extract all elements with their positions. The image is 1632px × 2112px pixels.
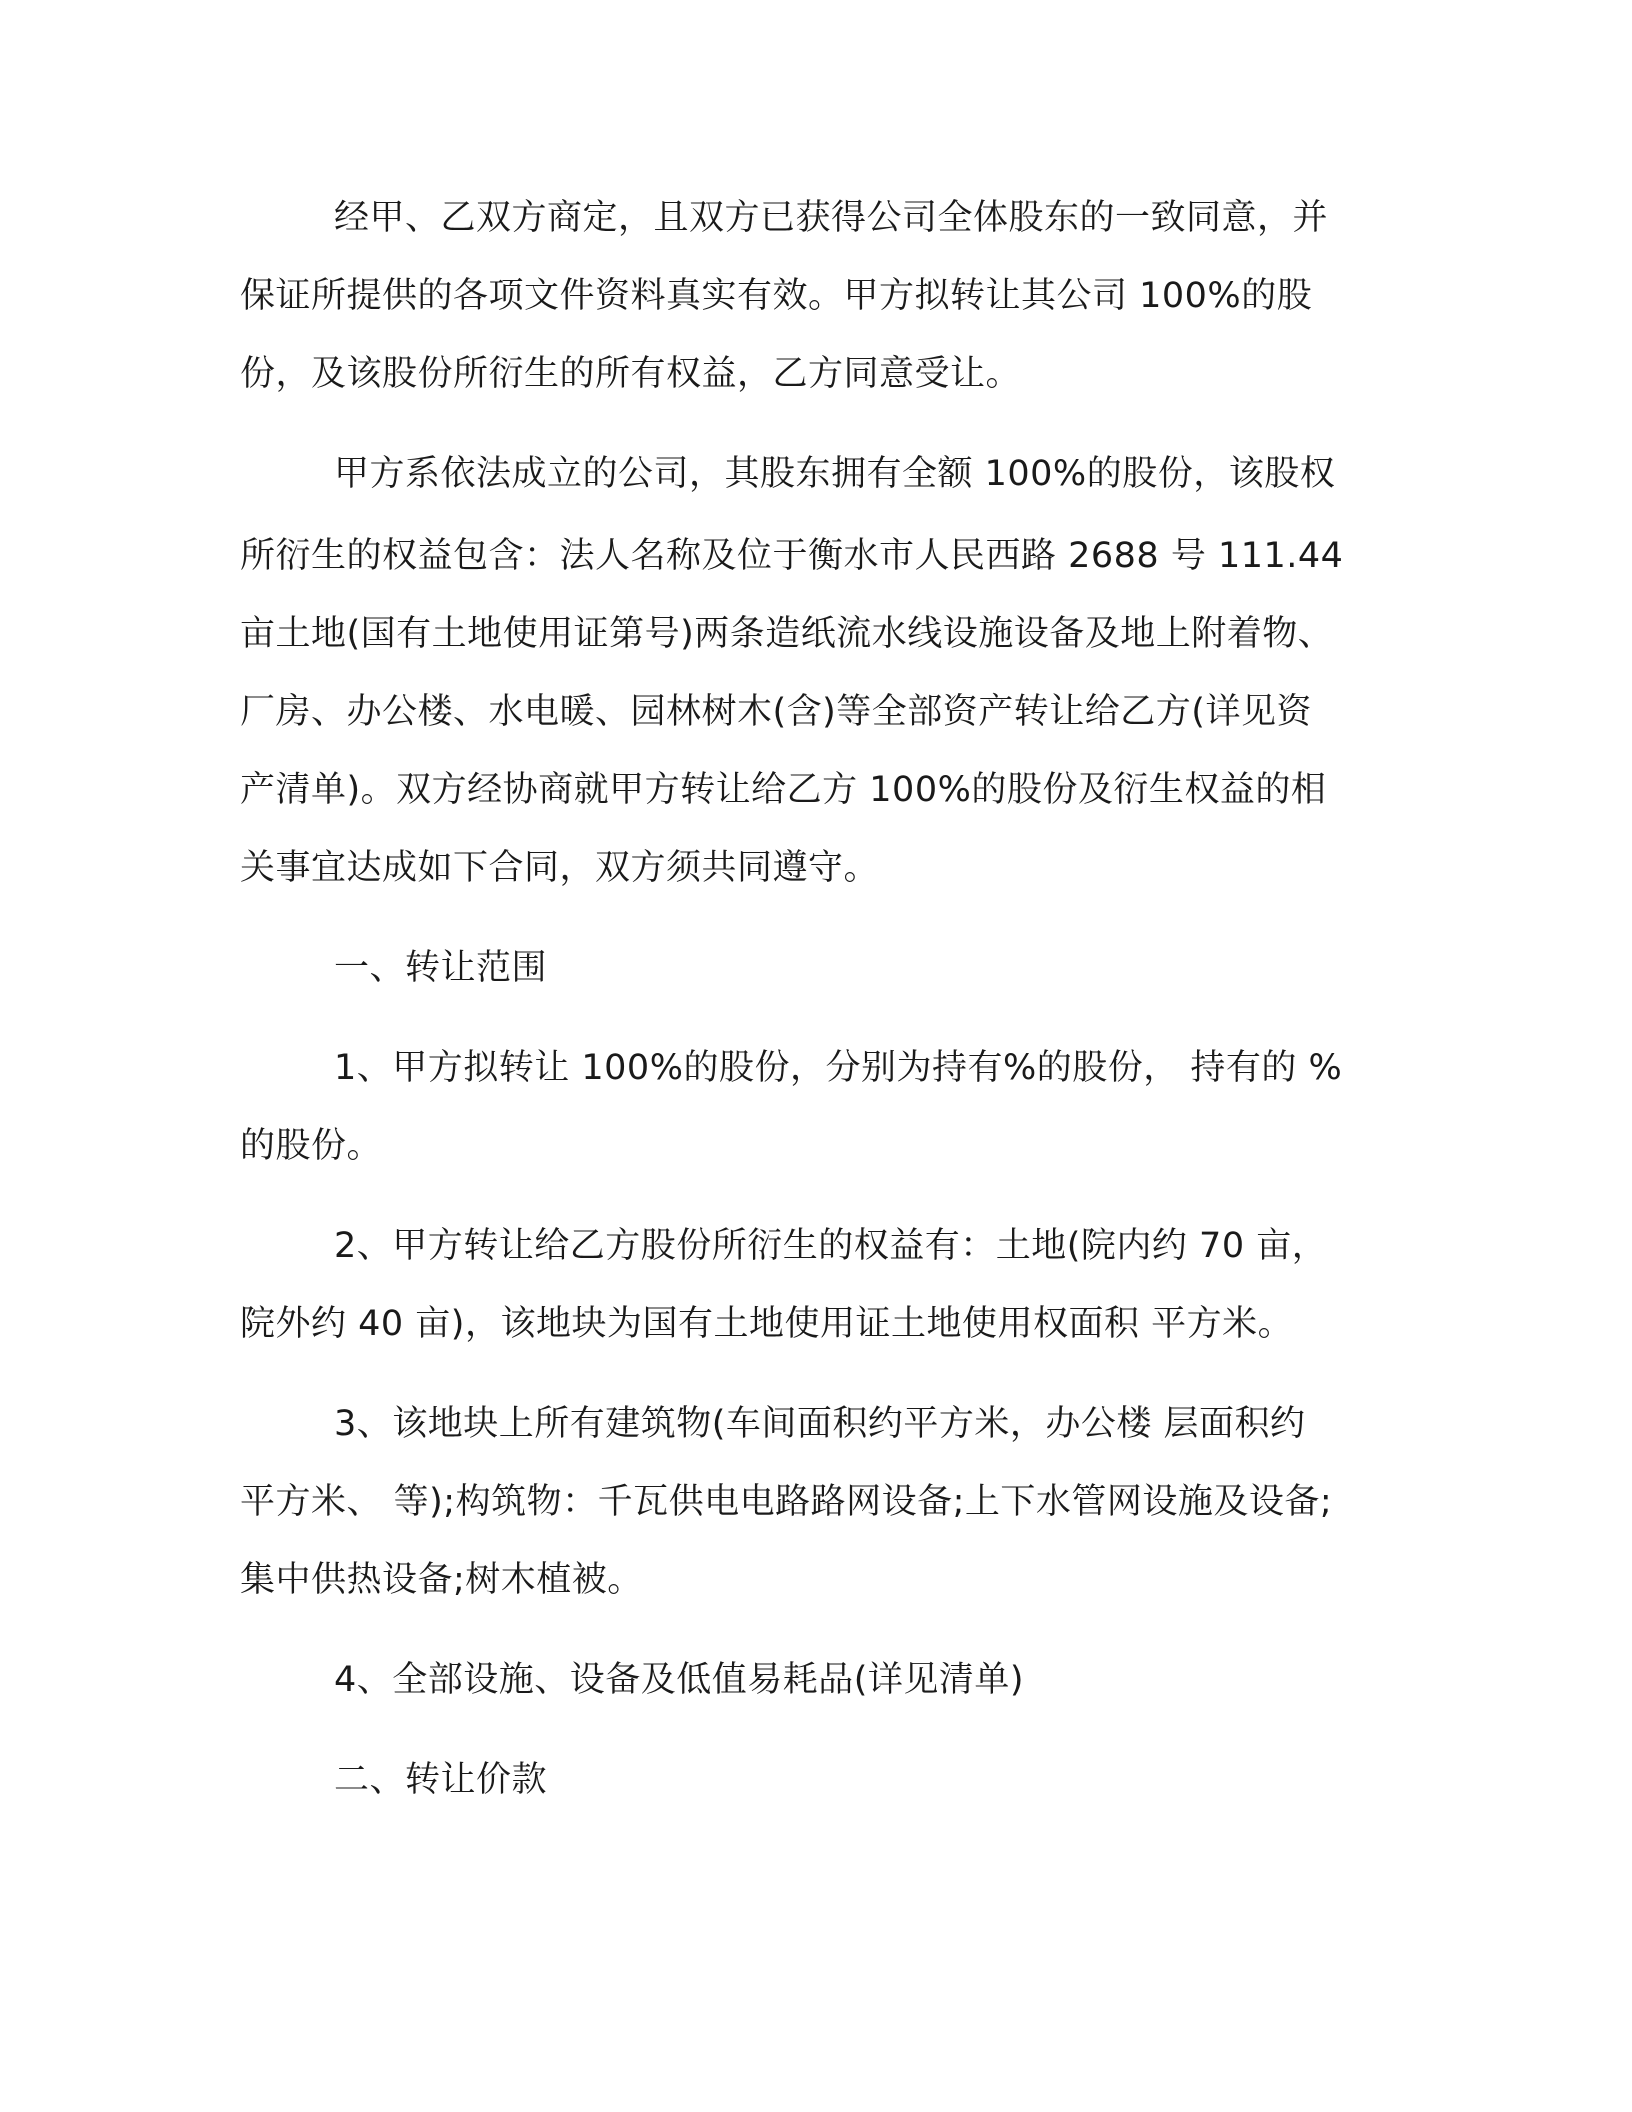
item-1-line-1: 1、甲方拟转让 100%的股份，分别为持有%的股份， 持有的 % <box>334 1048 1343 1088</box>
item-2-line-2: 院外约 40 亩)，该地块为国有土地使用证土地使用权面积 平方米。 <box>240 1304 1294 1344</box>
paragraph-1-line-3: 份，及该股份所衍生的所有权益，乙方同意受让。 <box>240 354 1022 394</box>
item-3-line-3: 集中供热设备;树木植被。 <box>240 1560 643 1600</box>
item-3-line-1: 3、该地块上所有建筑物(车间面积约平方米，办公楼 层面积约 <box>334 1404 1306 1444</box>
paragraph-1-line-1: 经甲、乙双方商定，且双方已获得公司全体股东的一致同意，并 <box>334 198 1329 238</box>
paragraph-2-line-1: 甲方系依法成立的公司，其股东拥有全额 100%的股份，该股权 <box>334 454 1336 494</box>
item-4-line-1: 4、全部设施、设备及低值易耗品(详见清单) <box>334 1660 1025 1700</box>
item-1-line-2: 的股份。 <box>240 1126 383 1166</box>
paragraph-2-line-4: 厂房、办公楼、水电暖、园林树木(含)等全部资产转让给乙方(详见资 <box>240 692 1312 732</box>
item-3-line-2: 平方米、 等);构筑物：千瓦供电电路路网设备;上下水管网设施及设备; <box>240 1482 1333 1522</box>
paragraph-2-line-2: 所衍生的权益包含：法人名称及位于衡水市人民西路 2688 号 111.44 <box>240 536 1344 576</box>
paragraph-2-line-3: 亩土地(国有土地使用证第号)两条造纸流水线设施设备及地上附着物、 <box>240 614 1334 654</box>
section-heading-2: 二、转让价款 <box>334 1760 548 1800</box>
item-2-line-1: 2、甲方转让给乙方股份所衍生的权益有：土地(院内约 70 亩， <box>334 1226 1328 1266</box>
paragraph-1-line-2: 保证所提供的各项文件资料真实有效。甲方拟转让其公司 100%的股 <box>240 276 1313 316</box>
section-heading-1: 一、转让范围 <box>334 948 548 988</box>
paragraph-2-line-6: 关事宜达成如下合同，双方须共同遵守。 <box>240 848 880 888</box>
paragraph-2-line-5: 产清单)。双方经协商就甲方转让给乙方 100%的股份及衍生权益的相 <box>240 770 1327 810</box>
